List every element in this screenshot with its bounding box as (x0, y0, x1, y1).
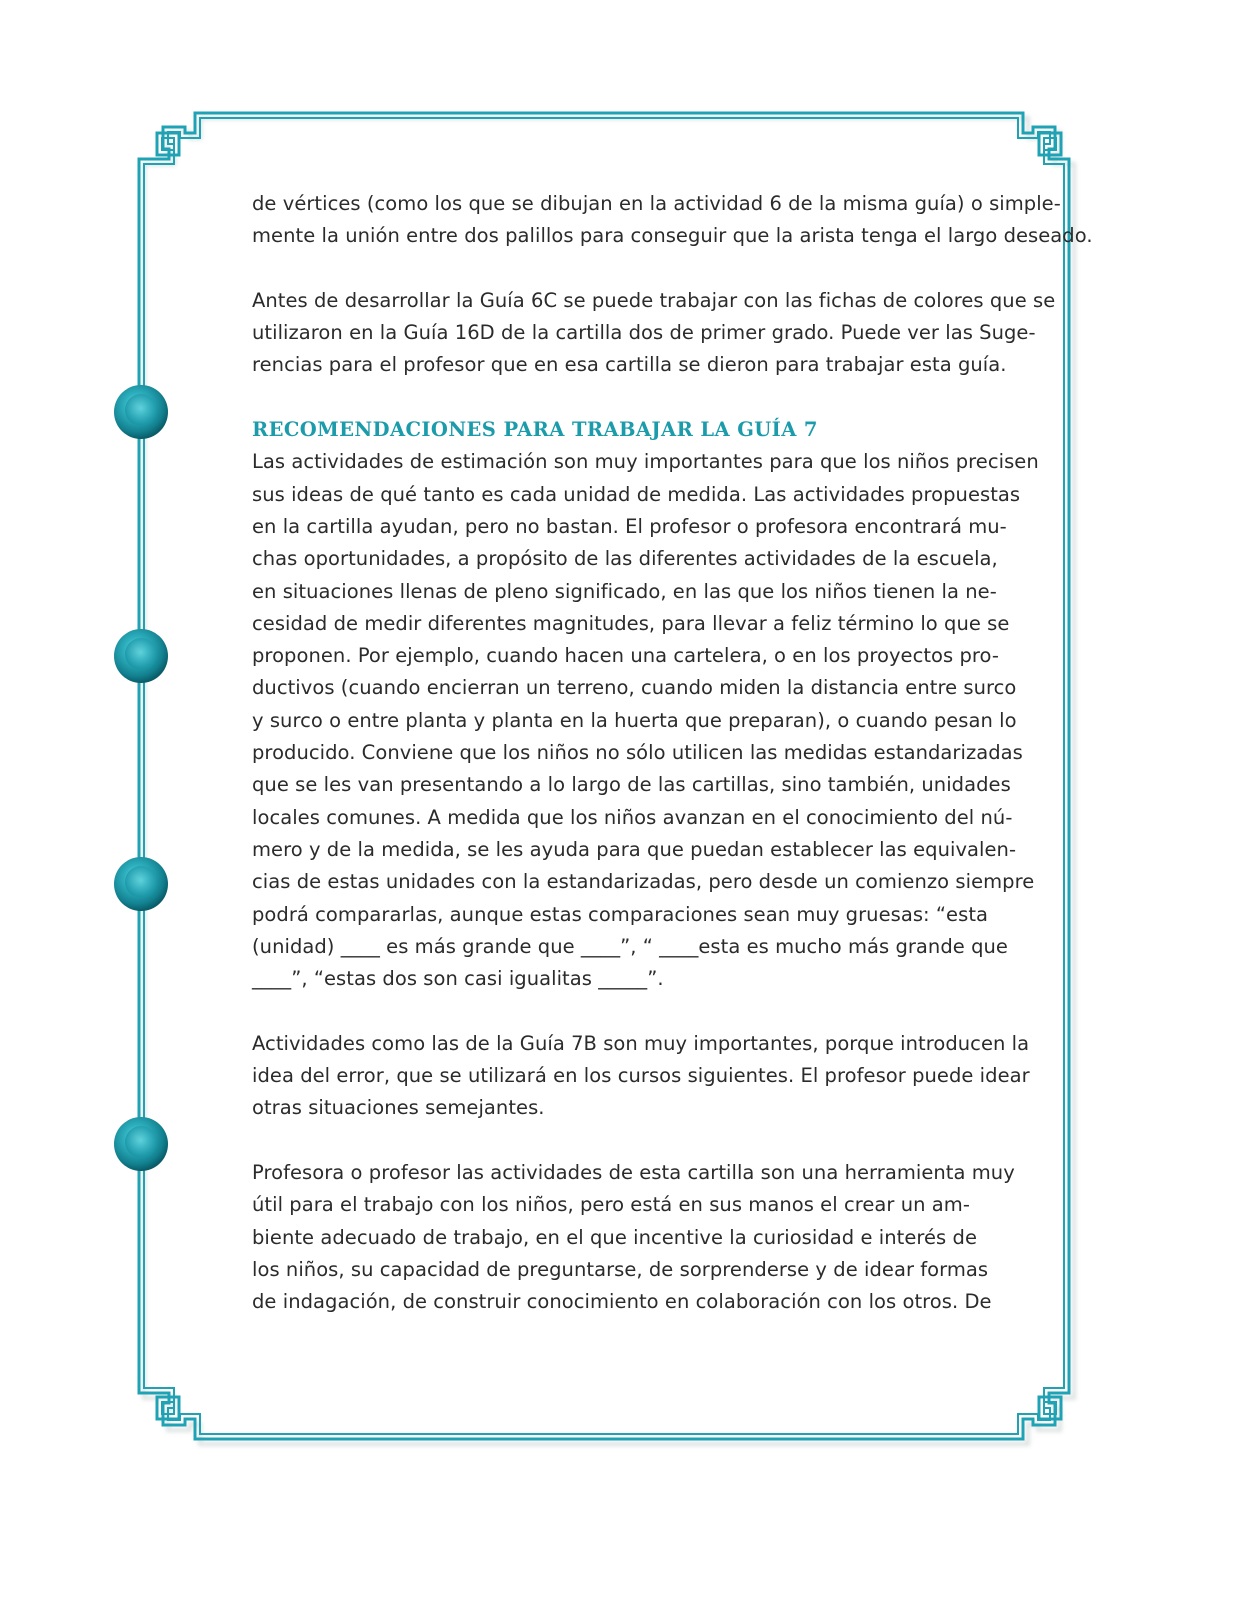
paragraph-gap (252, 253, 1042, 285)
paragraph-gap (252, 995, 1042, 1027)
text-line: Actividades como las de la Guía 7B son muy importantes, porque introducen la (252, 1031, 1030, 1055)
guia-7b-paragraph (252, 1028, 1042, 1125)
section-heading: RECOMENDACIONES PARA TRABAJAR LA GUÍA 7 (252, 418, 818, 442)
text-line: proponen. Por ejemplo, cuando hacen una cartelera, o en los proyectos pro- (252, 644, 999, 668)
text-line: idea del error, que se utilizará en los cursos siguientes. El profesor puede idear (252, 1064, 1030, 1088)
text-line: mero y de la medida, se les ayuda para que puedan establecer las equivalen- (252, 837, 1017, 861)
text-line: producido. Conviene que los niños no sólo utilicen las medidas estandarizadas (252, 741, 1023, 765)
text-line: locales comunes. A medida que los niños avanzan en el conocimiento del nú- (252, 805, 1013, 829)
text-line: cias de estas unidades con la estandarizadas, pero desde un comienzo siempre (252, 870, 1035, 894)
text-line: ____”, “estas dos son casi igualitas _____”. (252, 967, 664, 991)
guia-7-paragraph (252, 446, 1042, 995)
text-line: (unidad) ____ es más grande que ____”, “ ____esta es mucho más grande que (252, 934, 1008, 958)
text-line: de indagación, de construir conocimiento en colaboración con los otros. De (252, 1290, 992, 1314)
text-line: de vértices (como los que se dibujan en la actividad 6 de la misma guía) o simple- (252, 192, 1061, 215)
corner-knot-bottom-left (157, 1397, 179, 1419)
page-text (252, 188, 1093, 1318)
text-line: rencias para el profesor que en esa cartilla se dieron para trabajar esta guía. (252, 353, 1007, 377)
text-line: sus ideas de qué tanto es cada unidad de medida. Las actividades propuestas (252, 482, 1021, 506)
text-line: Profesora o profesor las actividades de esta cartilla son una herramienta muy (252, 1160, 1015, 1184)
text-line: Las actividades de estimación son muy importantes para que los niños precisen (252, 450, 1039, 474)
paragraph-gap (252, 382, 1042, 414)
text-line: Antes de desarrollar la Guía 6C se puede trabajar con las fichas de colores que se (252, 288, 1056, 312)
text-line: podrá compararlas, aunque estas comparaciones sean muy gruesas: “esta (252, 902, 989, 926)
intro-paragraph (252, 188, 1093, 253)
corner-knot-top-right (1039, 133, 1061, 155)
guia-6c-paragraph (252, 285, 1056, 382)
text-line: mente la unión entre dos palillos para conseguir que la arista tenga el largo deseado. (252, 224, 1093, 248)
profesora-paragraph (252, 1157, 1042, 1318)
text-line: utilizaron en la Guía 16D de la cartilla dos de primer grado. Puede ver las Suge- (252, 321, 1036, 345)
corner-knot-top-left (157, 133, 179, 155)
text-line: los niños, su capacidad de preguntarse, de sorprenderse y de idear formas (252, 1257, 989, 1281)
text-line: chas oportunidades, a propósito de las diferentes actividades de la escuela, (252, 547, 998, 571)
text-line: en situaciones llenas de pleno significado, en las que los niños tienen la ne- (252, 579, 997, 603)
paragraph-gap (252, 1125, 1042, 1157)
text-line: en la cartilla ayudan, pero no bastan. El profesor o profesora encontrará mu- (252, 514, 1007, 538)
corner-knot-bottom-right (1039, 1397, 1061, 1419)
binding-bead-3 (114, 857, 168, 911)
text-line: otras situaciones semejantes. (252, 1096, 545, 1120)
text-line: y surco o entre planta y planta en la huerta que preparan), o cuando pesan lo (252, 708, 1017, 732)
text-line: ductivos (cuando encierran un terreno, cuando miden la distancia entre surco (252, 676, 1017, 700)
text-line: que se les van presentando a lo largo de las cartillas, sino también, unidades (252, 773, 1011, 797)
text-line: cesidad de medir diferentes magnitudes, para llevar a feliz término lo que se (252, 611, 1010, 635)
binding-bead-1 (114, 385, 168, 439)
binding-bead-2 (114, 629, 168, 683)
text-line: biente adecuado de trabajo, en el que incentive la curiosidad e interés de (252, 1225, 977, 1249)
binding-bead-4 (114, 1117, 168, 1171)
text-line: útil para el trabajo con los niños, pero está en sus manos el crear un am- (252, 1193, 970, 1217)
